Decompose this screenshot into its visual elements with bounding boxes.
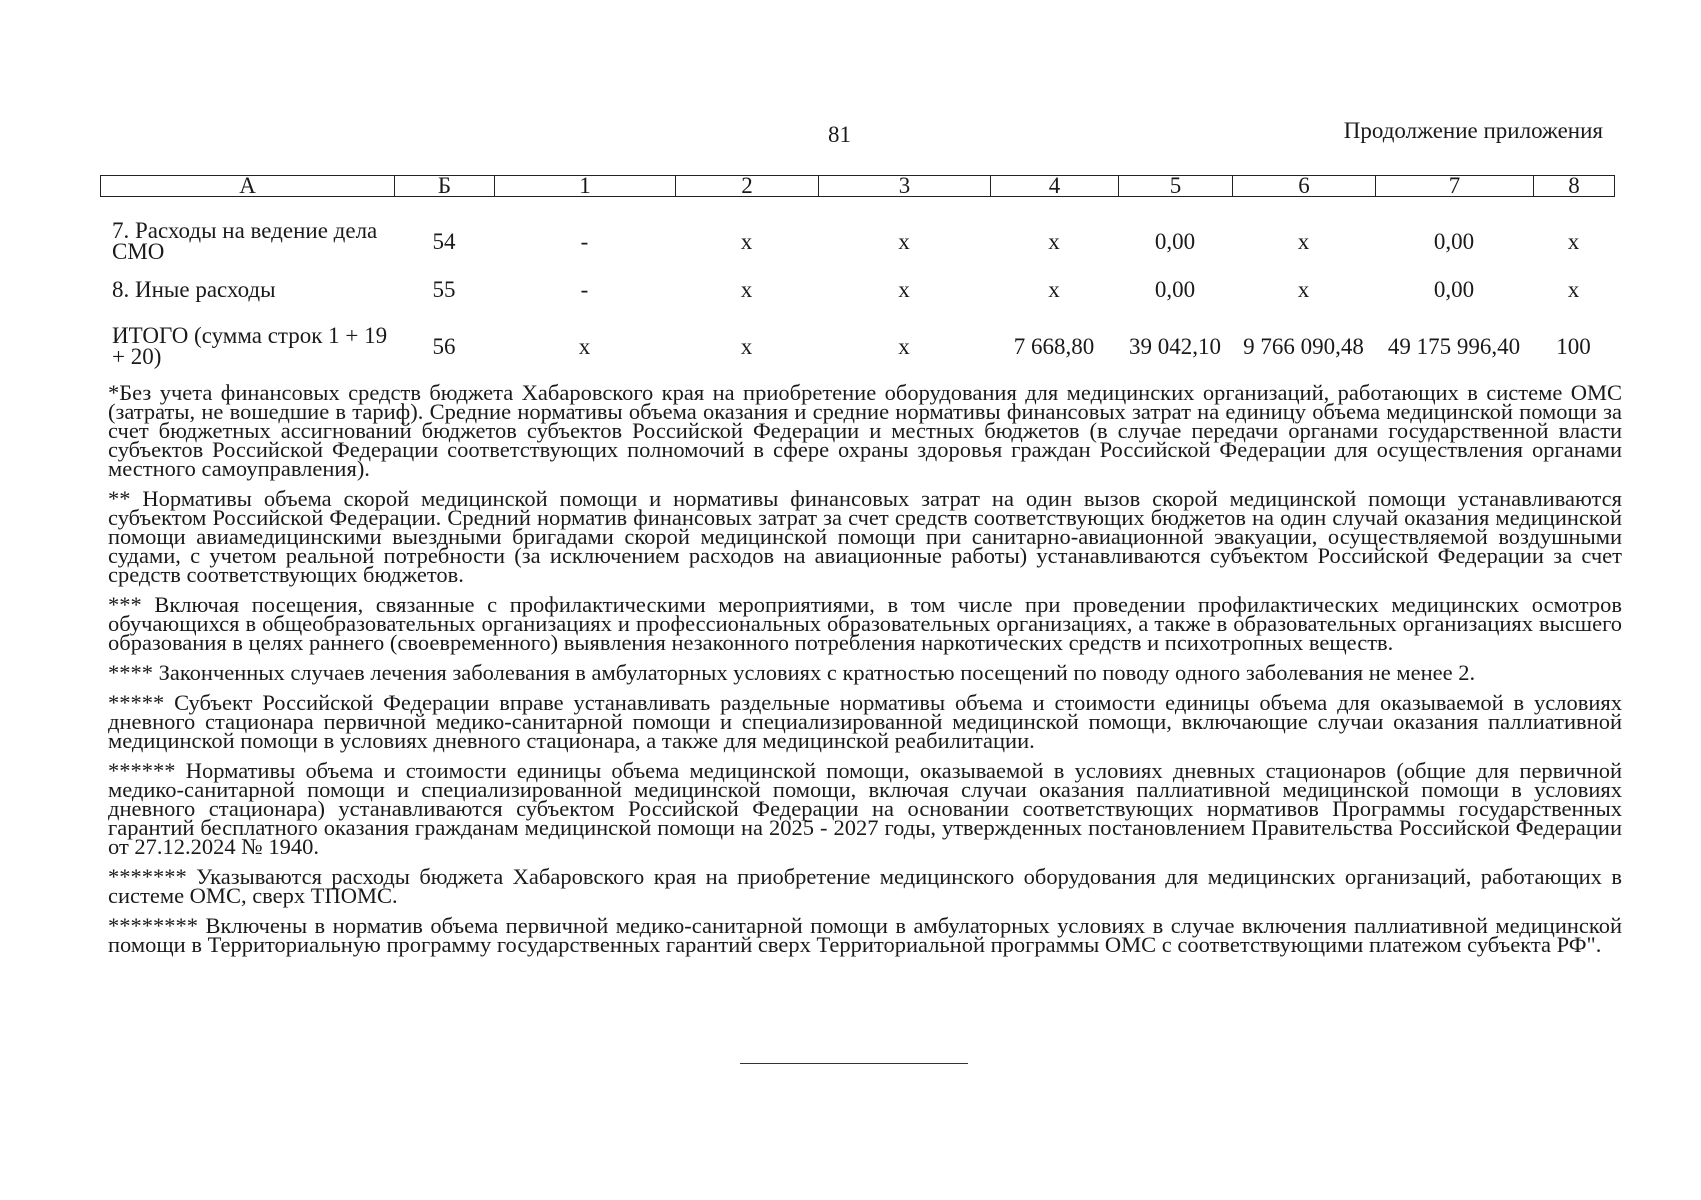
row-code: 55	[432, 276, 456, 302]
footnote: *** Включая посещения, связанные с профилактическими мероприятиями, в том числе при проведении профилактических медицинских осмотров обучающихся в общеобразовательных организациях и профессиональных образовательных организациях, а также в образовательных организациях высшего образования в целях раннего (своевременного) выявления незаконного потребления наркотических средств и психотропных веществ.	[108, 592, 1622, 655]
table-cell: х	[1048, 228, 1060, 254]
table-cell: 49 175 996,40	[1387, 333, 1521, 359]
footnote: ******* Указываются расходы бюджета Хабаровского края на приобретение медицинского оборудования для медицинских организаций, работающих в системе ОМС, сверх ТПОМС.	[108, 864, 1622, 908]
column-header: Б	[395, 176, 495, 197]
table-cell: 0,00	[1154, 228, 1196, 254]
footnote: ** Нормативы объема скорой медицинской помощи и нормативы финансовых затрат на один вызов скорой медицинской помощи устанавливаются субъектом Российской Федерации. Средний норматив финансовых затрат за счет средств соответствующих бюджетов на один случай оказания медицинской помощи авиамедицинскими выездными бригадами скорой медицинской помощи при санитарно-авиационной эвакуации, осуществляемой воздушными судами, с учетом реальной потребности (за исключением расходов на авиационные работы) устанавливаются субъектом Российской Федерации за счет средств соответствующих бюджетов.	[108, 486, 1622, 587]
table-cell: 7 668,80	[1013, 333, 1095, 359]
table-cell: х	[740, 333, 753, 359]
footnote: ****** Нормативы объема и стоимости единицы объема медицинской помощи, оказываемой в условиях дневных стационаров (общие для первичной медико-санитарной помощи и специализированной медицинской помощи, включая случаи оказания паллиативной медицинской помощи в условиях дневного стационара) устанавливаются субъектом Российской Федерации на основании соответствующих нормативов Программы государственных гарантий бесплатного оказания гражданам медицинской помощи на 2025 - 2027 годы, утвержденных постановлением Правительства Российской Федерации от 27.12.2024 № 1940.	[108, 758, 1622, 859]
column-header-row	[101, 176, 1615, 197]
table-cell: х	[740, 276, 753, 302]
table-cell: х	[898, 228, 910, 254]
table-cell: х	[1048, 276, 1060, 302]
table-cell: х	[1297, 228, 1310, 254]
column-header: 1	[495, 176, 676, 197]
footnote: ******** Включены в норматив объема первичной медико-санитарной помощи в амбулаторных условиях в случае включения паллиативной медицинской помощи в Территориальную программу государственных гарантий сверх Территориальной программы ОМС с соответствующими платежом субъекта РФ".	[108, 913, 1622, 957]
footnote: *Без учета финансовых средств бюджета Хабаровского края на приобретение оборудования для медицинских организаций, работающих в системе ОМС (затраты, не вошедшие в тариф). Средние нормативы объема оказания и средние нормативы финансовых затрат на единицу объема медицинской помощи за счет бюджетных ассигнований бюджетов субъектов Российской Федерации и местных бюджетов (в случае передачи органами государственной власти субъектов Российской Федерации соответствующих полномочий в сфере охраны здоровья граждан Российской Федерации для осуществления органами местного самоуправления).	[108, 380, 1622, 481]
row-name: 8. Иные расходы	[112, 276, 276, 302]
row-code: 56	[432, 333, 456, 359]
table-row	[100, 265, 1614, 313]
table-cell: -	[580, 276, 589, 302]
column-header: 4	[991, 176, 1119, 197]
row-code: 54	[432, 228, 456, 254]
column-header: 7	[1376, 176, 1534, 197]
table-cell: х	[898, 276, 910, 302]
column-header: 2	[676, 176, 819, 197]
end-divider	[740, 1063, 968, 1064]
page-number: 81	[828, 122, 851, 147]
table-cell: х	[1567, 228, 1580, 254]
table-cell: х	[898, 333, 910, 359]
table-cell: 100	[1556, 333, 1591, 359]
column-header: А	[101, 176, 395, 197]
column-header-table	[100, 175, 1615, 197]
table-cell: 0,00	[1154, 276, 1196, 302]
table-cell: -	[580, 228, 589, 254]
column-header: 3	[819, 176, 991, 197]
table-cell: х	[1297, 276, 1310, 302]
row-name: 7. Расходы на ведение дела СМО	[112, 218, 378, 264]
table-cell: 0,00	[1433, 228, 1475, 254]
table-row	[100, 217, 1614, 265]
table-cell: 9 766 090,48	[1243, 333, 1364, 359]
footnote: **** Законченных случаев лечения заболевания в амбулаторных условиях с кратностью посещений по поводу одного заболевания не менее 2.	[108, 660, 1476, 685]
footnotes	[108, 380, 1622, 965]
table-cell: х	[1567, 276, 1580, 302]
continuation-label: Продолжение приложения	[1343, 118, 1603, 143]
table-row-total	[100, 313, 1614, 375]
column-header: 8	[1534, 176, 1615, 197]
column-header: 5	[1119, 176, 1233, 197]
column-header: 6	[1233, 176, 1376, 197]
table-cell: 0,00	[1433, 276, 1475, 302]
footnote: ***** Субъект Российской Федерации вправе устанавливать раздельные нормативы объема и стоимости единицы объема для оказываемой в условиях дневного стационара первичной медико-санитарной помощи и специализированной медицинской помощи, включающие случаи оказания паллиативной медицинской помощи в условиях дневного стационара, а также для медицинской реабилитации.	[108, 690, 1622, 753]
table-cell: х	[578, 333, 591, 359]
expenses-table	[100, 217, 1614, 375]
row-name: ИТОГО (сумма строк 1 + 19 + 20)	[112, 323, 388, 369]
table-cell: х	[740, 228, 753, 254]
table-cell: 39 042,10	[1129, 333, 1221, 359]
